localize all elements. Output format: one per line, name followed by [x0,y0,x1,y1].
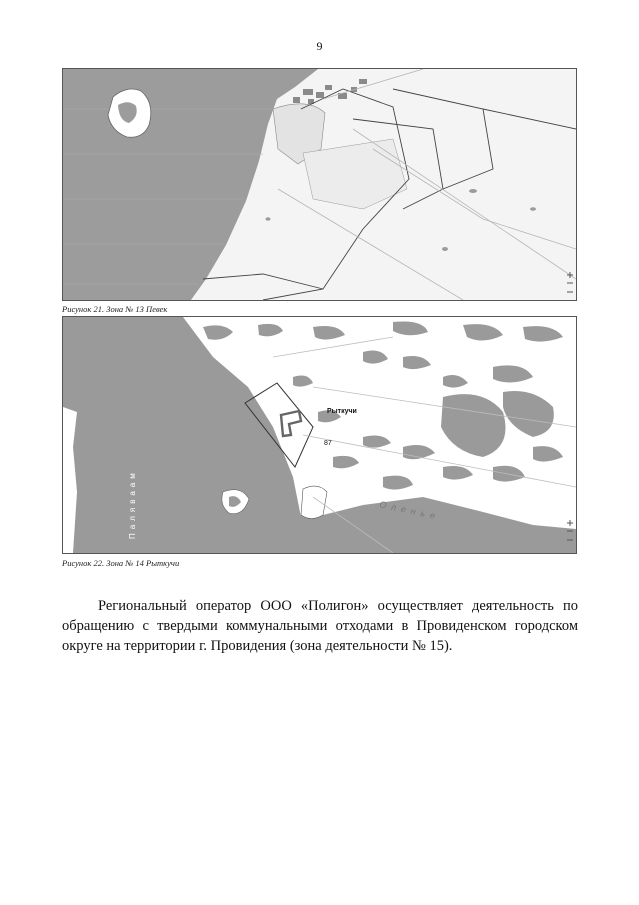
paragraph-line-3: округе на территории г. Провидения (зона деятельности № 15). [62,638,453,654]
body-paragraph [62,596,578,656]
page-number: 9 [316,39,323,53]
zone-number-label: 87 [324,440,332,447]
river-paliavaam-label: Паляваам [128,469,137,539]
map-pevek [62,68,577,301]
map-rytkuchi-graphic [63,317,576,553]
map-rytkuchi [62,316,577,554]
map-pevek-graphic [63,69,576,300]
paragraph-line-1: Региональный оператор ООО «Полигон» осуществляет деятельность по [98,598,578,614]
settlement-label: Рыткучи [327,408,357,415]
river-olenie-label: Оленье [378,499,441,522]
paragraph-line-2: обращению с твердыми коммунальными отходами в Провиденском городском [62,618,578,634]
figure-21-caption: Рисунок 21. Зона № 13 Певек [62,304,168,314]
figure-22-caption: Рисунок 22. Зона № 14 Рыткучи [62,558,180,568]
sea-area [63,69,318,300]
